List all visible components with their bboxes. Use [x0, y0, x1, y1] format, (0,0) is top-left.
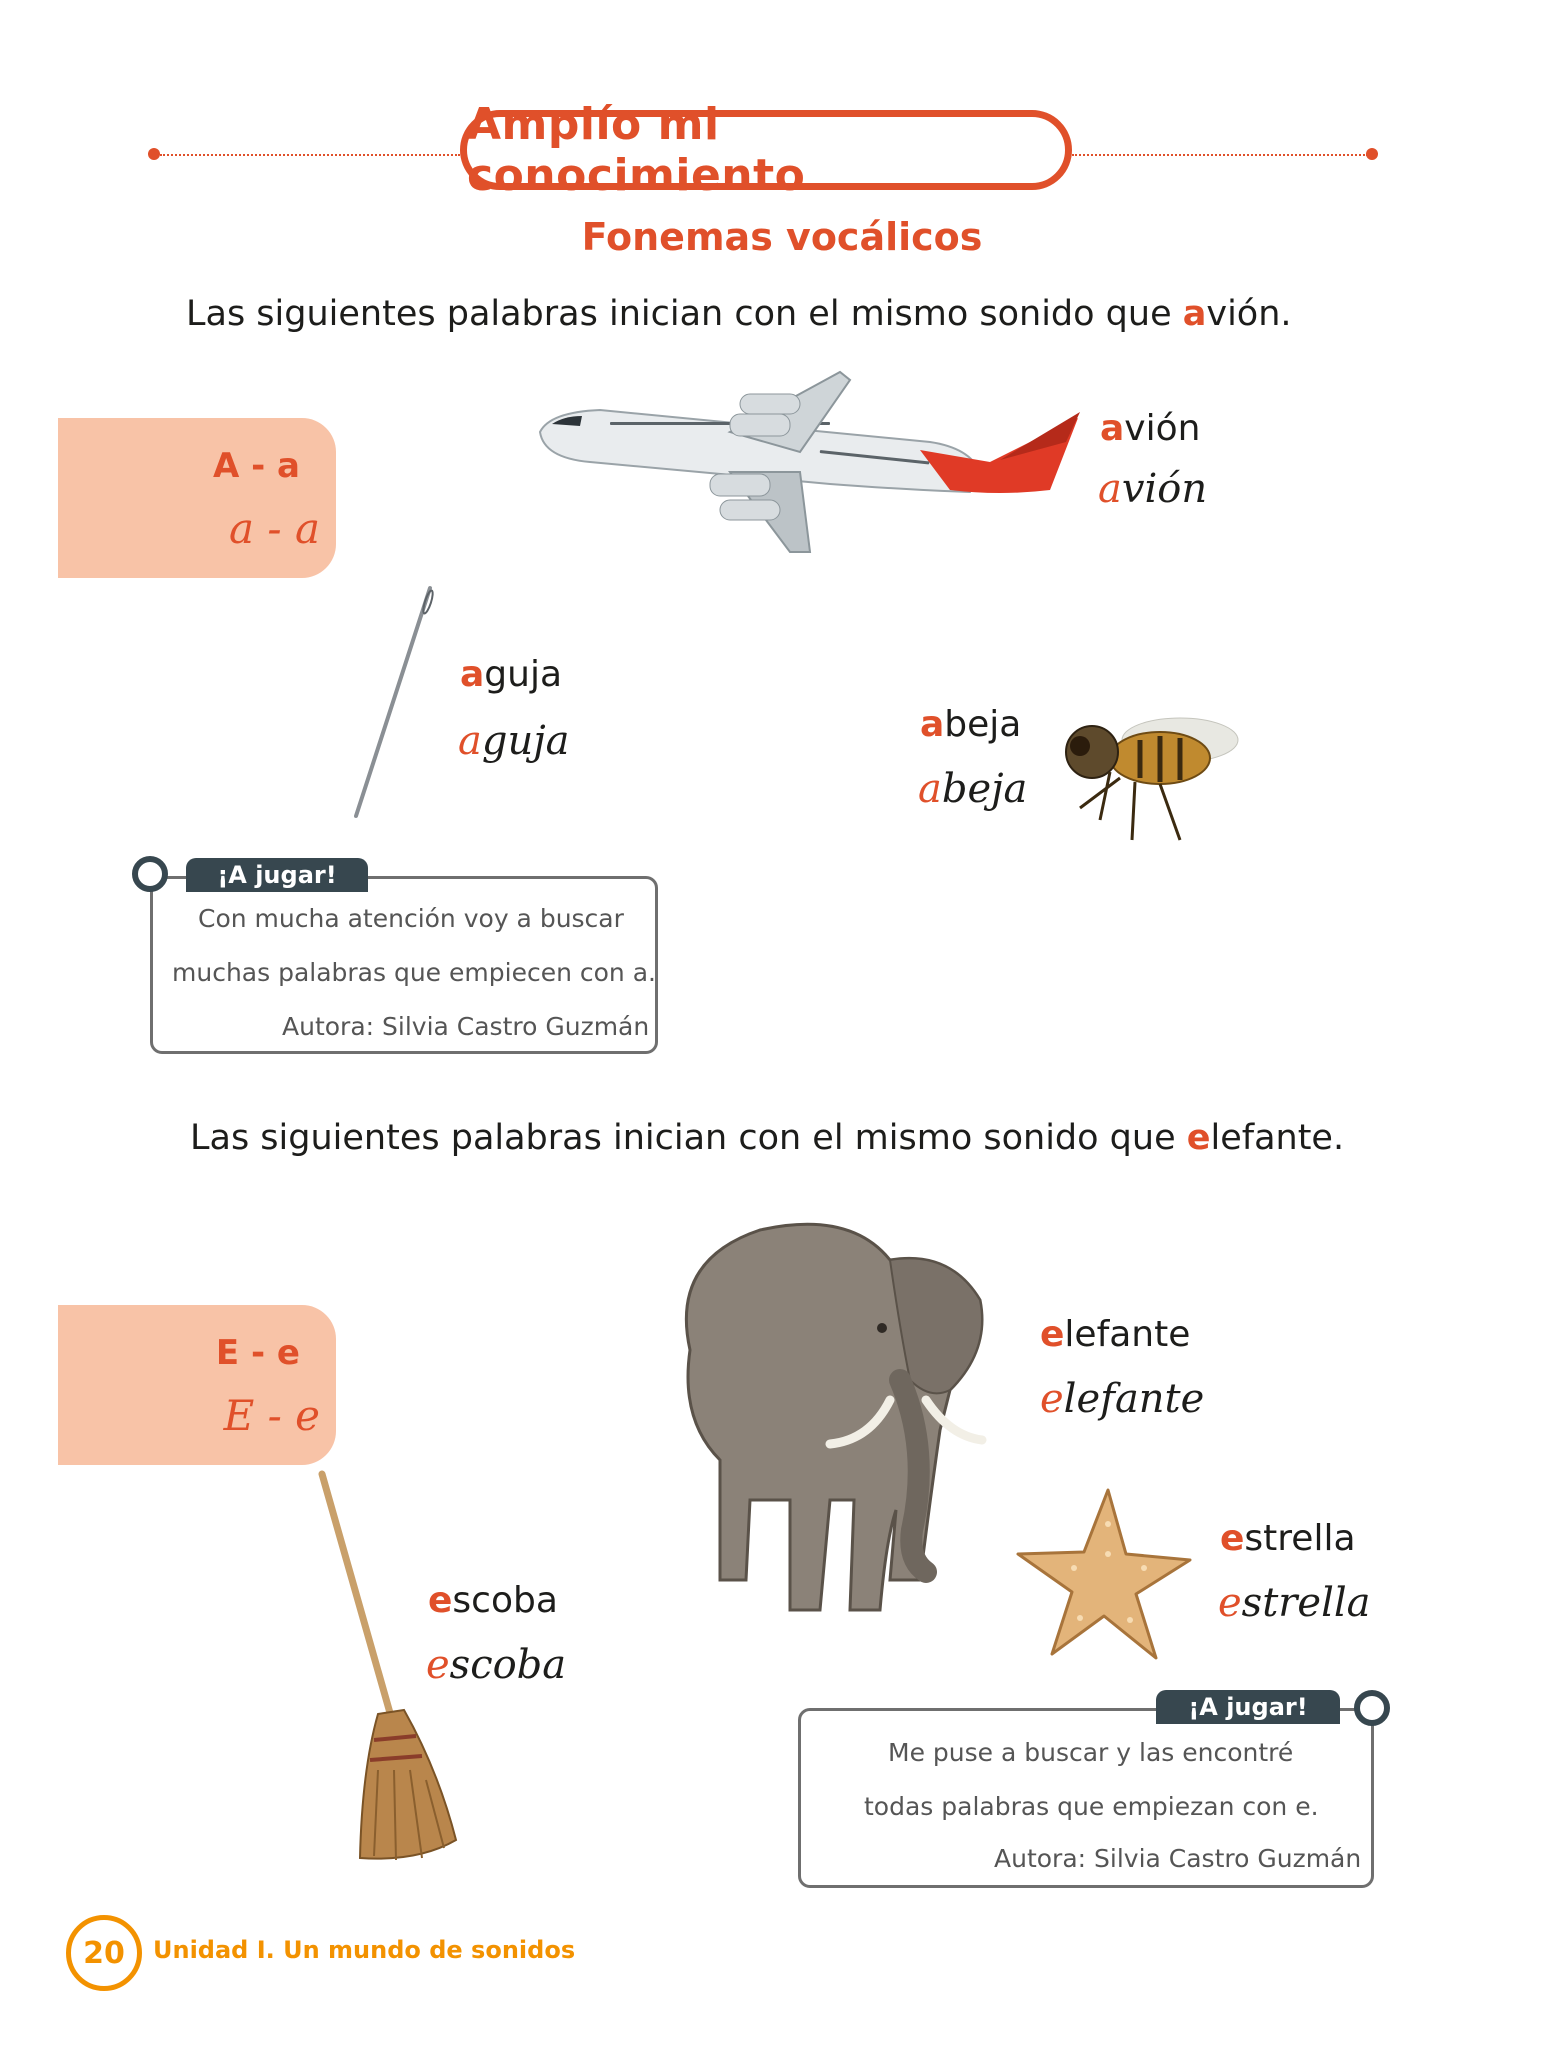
- word-aguja: [460, 654, 562, 695]
- word-avion: [1100, 408, 1200, 449]
- word-abeja-first: a: [920, 704, 945, 745]
- intro-e-rest: lefante.: [1210, 1118, 1345, 1158]
- cursive-estrella-rest: strella: [1241, 1580, 1371, 1626]
- game-a-line1: Con mucha atención voy a buscar: [198, 904, 624, 933]
- cursive-escoba-first: e: [426, 1642, 450, 1688]
- cursive-aguja: [458, 718, 569, 764]
- header-dot-left: [148, 148, 160, 160]
- game-e-line2: todas palabras que empiezan con e.: [864, 1792, 1319, 1821]
- cursive-elefante: [1040, 1376, 1204, 1422]
- letter-cursive-e: E - e: [223, 1391, 320, 1440]
- airplane-icon: [530, 362, 1090, 572]
- cursive-elefante-rest: lefante: [1063, 1376, 1205, 1422]
- game-circle-a: [132, 856, 168, 892]
- game-tab-e: ¡A jugar!: [1156, 1690, 1340, 1724]
- cursive-avion: [1098, 466, 1207, 512]
- cursive-aguja-first: a: [458, 718, 482, 764]
- unit-title: Unidad I. Un mundo de sonidos: [153, 1936, 576, 1964]
- game-a-line2: muchas palabras que empiecen con a.: [172, 958, 656, 987]
- header-line-right: [1072, 154, 1368, 156]
- cursive-aguja-rest: guja: [481, 718, 570, 764]
- word-elefante: [1040, 1314, 1190, 1355]
- intro-a-text: Las siguientes palabras inician con el mismo sonido que: [186, 294, 1183, 334]
- game-tab-a: ¡A jugar!: [186, 858, 368, 892]
- word-escoba-rest: scoba: [452, 1580, 558, 1621]
- word-elefante-rest: lefante: [1064, 1314, 1191, 1355]
- header-line-left: [160, 154, 460, 156]
- section-title: Amplío mi conocimiento: [467, 99, 806, 201]
- word-escoba: [428, 1580, 558, 1621]
- page-subtitle: Fonemas vocálicos: [581, 215, 983, 259]
- starfish-icon: [1014, 1484, 1194, 1664]
- section-title-pill: [460, 99, 1072, 201]
- cursive-avion-rest: vión: [1121, 466, 1208, 512]
- intro-a-rest: vión.: [1206, 294, 1292, 334]
- word-aguja-first: a: [460, 654, 485, 695]
- game-e-author: Autora: Silvia Castro Guzmán: [994, 1844, 1362, 1873]
- game-e-line1: Me puse a buscar y las encontré: [888, 1738, 1294, 1767]
- elephant-icon: [650, 1200, 1010, 1620]
- cursive-escoba-rest: scoba: [449, 1642, 567, 1688]
- intro-e-letter: e: [1186, 1118, 1211, 1158]
- intro-a: [186, 294, 1292, 334]
- game-circle-e: [1354, 1690, 1390, 1726]
- header-dot-right: [1366, 148, 1378, 160]
- bee-icon: [1040, 700, 1240, 850]
- word-escoba-first: e: [428, 1580, 453, 1621]
- word-avion-first: a: [1100, 408, 1125, 449]
- word-abeja-rest: beja: [944, 704, 1022, 745]
- word-abeja: [920, 704, 1021, 745]
- letter-box-a: [58, 418, 336, 578]
- cursive-estrella: [1218, 1580, 1371, 1626]
- word-avion-rest: vión: [1124, 408, 1201, 449]
- letter-print-a: A - a: [212, 446, 300, 486]
- word-aguja-rest: guja: [484, 654, 563, 695]
- cursive-abeja-first: a: [918, 766, 942, 812]
- cursive-escoba: [426, 1642, 566, 1688]
- page-number: 20: [66, 1915, 142, 1991]
- needle-icon: [350, 582, 440, 822]
- game-a-author: Autora: Silvia Castro Guzmán: [282, 1012, 650, 1041]
- word-elefante-first: e: [1040, 1314, 1065, 1355]
- letter-box-e: [58, 1305, 336, 1465]
- intro-a-letter: a: [1182, 294, 1207, 334]
- cursive-avion-first: a: [1098, 466, 1122, 512]
- letter-cursive-a: a - a: [229, 504, 320, 553]
- word-estrella-rest: strella: [1244, 1518, 1356, 1559]
- letter-print-e: E - e: [215, 1333, 300, 1373]
- cursive-estrella-first: e: [1218, 1580, 1242, 1626]
- cursive-elefante-first: e: [1040, 1376, 1064, 1422]
- word-estrella: [1220, 1518, 1356, 1559]
- intro-e: [190, 1118, 1344, 1158]
- cursive-abeja-rest: beja: [941, 766, 1028, 812]
- intro-e-text: Las siguientes palabras inician con el mismo sonido que: [190, 1118, 1187, 1158]
- cursive-abeja: [918, 766, 1027, 812]
- word-estrella-first: e: [1220, 1518, 1245, 1559]
